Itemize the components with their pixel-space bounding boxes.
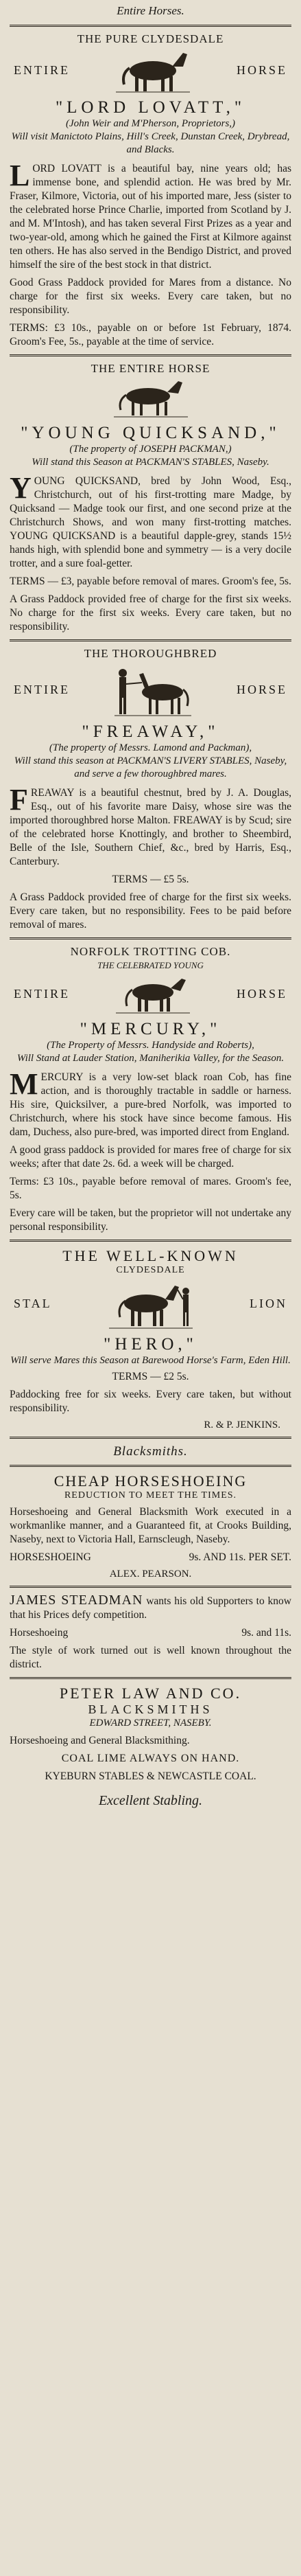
divider xyxy=(10,1586,291,1588)
terms-line: TERMS — £2 5s. xyxy=(112,1371,189,1382)
ad-body xyxy=(10,1505,291,1564)
owners: (The Property of Messrs. Handyside and Roberts), xyxy=(47,1040,254,1051)
banner-left-word: ENTIRE xyxy=(14,682,70,696)
terms-line: TERMS — £5 5s. xyxy=(112,874,189,885)
clydesdale-horse-icon xyxy=(112,46,194,94)
owners: (John Weir and M'Pherson, Proprietors,) xyxy=(65,118,236,129)
ad-lord-lovatt xyxy=(10,32,291,349)
column-title: Entire Horses. xyxy=(117,4,184,17)
body-paragraph: wants his old Supporters to know that his Prices defy competition. xyxy=(10,1595,291,1621)
stand-line: Will serve Mares this Season at Barewood Horse's Farm, Eden Hill. xyxy=(10,1355,291,1366)
divider xyxy=(10,1677,291,1679)
body-paragraph: Horseshoeing and General Blacksmith Work executed in a workmanlike manner, and a Guaranteed fit, at Crooks Building, Naseby, next to Victoria Hall, Earnscleugh, Naseby. xyxy=(10,1506,291,1545)
ad-young-quicksand xyxy=(10,362,291,634)
price-label: Horseshoeing xyxy=(10,1627,69,1639)
address-line: EDWARD STREET, NASEBY. xyxy=(89,1718,212,1729)
horse-name: "MERCURY," xyxy=(80,1020,221,1038)
drop-cap: L xyxy=(10,159,30,192)
ad-sub-kicker: THE CELEBRATED YOUNG xyxy=(97,960,204,970)
body-paragraph: TERMS: £3 10s., payable on or before 1st February, 1874. Groom's Fee, 5s., payable at the time of service. xyxy=(10,322,291,347)
ad-kicker: THE ENTIRE HORSE xyxy=(91,362,210,375)
ad-horse-banner xyxy=(10,46,291,94)
ad-mercury xyxy=(10,945,291,1234)
body-paragraph: Every care will be taken, but the proprietor will not undertake any personal responsibility. xyxy=(10,1207,291,1233)
thoroughbred-horse-with-groom-icon xyxy=(112,661,194,718)
divider xyxy=(10,25,291,27)
horse-name: "YOUNG QUICKSAND," xyxy=(21,424,280,442)
price-value: 9s. and 11s. xyxy=(241,1627,291,1639)
advertiser-name: JAMES STEADMAN xyxy=(10,1593,143,1608)
body-paragraph: REAWAY is a beautiful chestnut, bred by J. A. Douglas, Esq., out of his favorite mare Daisy, whose sire was the imported thoroughbred horse Malton. FREAWAY is by Scud; sire of the celebrated horse Knottingly, and brother to Sheembird, Belle of the Isle, Southern Chief, &c., bred by Harris, Esq., Canterbury. xyxy=(10,787,291,867)
cob-horse-icon xyxy=(112,972,194,1016)
banner-right-word: HORSE xyxy=(236,682,287,696)
horse-name: "FREAWAY," xyxy=(82,722,219,741)
body-paragraph: A Grass Paddock provided free of charge for the first six weeks. Every care taken, but no responsibility. Fees to be paid before removal of mares. xyxy=(10,891,291,931)
footer-line: KYEBURN STABLES & NEWCASTLE COAL. xyxy=(45,1770,256,1782)
body-paragraph: TERMS — £3, payable before removal of mares. Groom's fee, 5s. xyxy=(10,575,291,587)
horse-name: "LORD LOVATT," xyxy=(55,98,246,117)
body-paragraph: The style of work turned out is well known throughout the district. xyxy=(10,1645,291,1670)
signature: R. & P. JENKINS. xyxy=(204,1420,280,1431)
ad-subheadline: REDUCTION TO MEET THE TIMES. xyxy=(64,1490,237,1501)
body-paragraph: Terms: £3 10s., payable before removal of mares. Groom's fee, 5s. xyxy=(10,1176,291,1201)
divider xyxy=(10,1465,291,1467)
ad-kicker: THE PURE CLYDESDALE xyxy=(77,32,224,45)
body-paragraph: Horseshoeing and General Blacksmithing. xyxy=(10,1735,190,1746)
ad-body xyxy=(10,1734,291,1783)
section-title: Blacksmiths. xyxy=(113,1444,188,1459)
ad-body xyxy=(10,471,291,634)
price-label: HORSESHOEING xyxy=(10,1551,91,1563)
ad-body xyxy=(10,159,291,349)
body-paragraph: A good grass paddock is provided for mares free of charge for six weeks; after that date 2s. 6d. a week will be charged. xyxy=(10,1144,291,1170)
banner-right-word: HORSE xyxy=(236,62,287,77)
advertiser-name: PETER LAW AND CO. xyxy=(59,1685,242,1702)
stand-line: Will Stand at Lauder Station, Maniherikia Valley, for the Season. xyxy=(16,1053,285,1064)
owners: (The property of JOSEPH PACKMAN,) xyxy=(69,444,232,455)
ad-hero xyxy=(10,1247,291,1431)
stand-line: Will stand this Season at PACKMAN'S STABLES, Naseby. xyxy=(32,457,269,468)
stallion-with-handler-icon xyxy=(106,1276,195,1331)
divider xyxy=(10,354,291,356)
horse-name: "HERO," xyxy=(104,1335,197,1354)
ad-steadman xyxy=(10,1593,291,1672)
banner-right-word: LION xyxy=(250,1296,287,1310)
drop-cap: F xyxy=(10,783,28,817)
ad-peter-law xyxy=(10,1685,291,1809)
signature: ALEX. PEARSON. xyxy=(109,1569,192,1580)
trotting-horse-icon xyxy=(110,376,192,420)
ad-horse-banner xyxy=(10,972,291,1016)
price-line xyxy=(10,1551,291,1564)
divider xyxy=(10,639,291,641)
ad-body xyxy=(10,1067,291,1234)
body-paragraph: ORD LOVATT is a beautiful bay, nine years old; has immense bone, and splendid action. He was bred by Mr. Fraser, Kilmore, Victoria, out of his imported mare, Jess (sister to the celebrated horse Prince Charlie, imported from Scotland by J. and M. M'Intosh), and has taken several First Prizes as a year and two-year-old, among which he gained the First at Kilmore against ten others. He has also served in the Bendigo District, and proved himself the sire of the best stock in that district. xyxy=(10,163,291,271)
ad-horse-banner xyxy=(10,661,291,718)
ad-freaway xyxy=(10,647,291,932)
divider xyxy=(10,1437,291,1439)
ad-kicker: THE THOROUGHBRED xyxy=(84,647,217,660)
stabling-line: Excellent Stabling. xyxy=(98,1793,203,1808)
visit-line: Will visit Manictoto Plains, Hill's Creek, Dunstan Creek, Drybread, and Blacks. xyxy=(11,131,290,155)
banner-left-word: STAL xyxy=(14,1296,52,1310)
ad-horse-banner xyxy=(10,1276,291,1331)
body-paragraph: A Grass Paddock provided free of charge for the first six weeks. No charge for the first six weeks. Every care taken, but no responsibility. xyxy=(10,593,291,632)
body-paragraph: Paddocking free for six weeks. Every care taken, but without responsibility. xyxy=(10,1389,291,1414)
banner-right-word: HORSE xyxy=(236,986,287,1001)
body-paragraph: OUNG QUICKSAND, bred by John Wood, Esq., Christchurch, out of his first-trotting mare Madge, by Quicksand — Madge took our first, and one second prize at the Christchurch Shows, and won many first-trotting matches. YOUNG QUICKSAND is a beautiful dapple-grey, stands 15½ hands high, with splendid bone and symmetry — is a very docile trotter, and a sure foal-getter. xyxy=(10,475,291,569)
ad-headline: CHEAP HORSESHOEING xyxy=(53,1472,248,1490)
breed-line: CLYDESDALE xyxy=(116,1265,185,1275)
owners: (The property of Messrs. Lamond and Packman), xyxy=(49,742,252,753)
divider xyxy=(10,937,291,939)
drop-cap: M xyxy=(10,1067,38,1101)
ad-kicker: NORFOLK TROTTING COB. xyxy=(70,945,231,958)
drop-cap: Y xyxy=(10,471,32,505)
trade-line: BLACKSMITHS xyxy=(88,1702,213,1716)
price-line xyxy=(10,1626,291,1640)
body-paragraph: Good Grass Paddock provided for Mares from a distance. No charge for the first six weeks. Every care taken, but no responsibility. xyxy=(10,277,291,316)
ad-body xyxy=(10,1370,291,1415)
ad-body xyxy=(10,1593,291,1672)
stand-line: Will stand this season at PACKMAN'S LIVERY STABLES, Naseby, and serve a few thoroughbred mares. xyxy=(14,755,287,779)
price-value: 9s. AND 11s. PER SET. xyxy=(189,1551,291,1563)
ad-body xyxy=(10,783,291,932)
ad-kicker: THE WELL-KNOWN xyxy=(62,1247,239,1264)
banner-left-word: ENTIRE xyxy=(14,986,70,1001)
banner-left-word: ENTIRE xyxy=(14,62,70,77)
coal-line: COAL LIME ALWAYS ON HAND. xyxy=(61,1753,240,1764)
divider xyxy=(10,1240,291,1242)
ad-pearson-horseshoeing xyxy=(10,1472,291,1580)
body-paragraph: ERCURY is a very low-set black roan Cob, has fine action, and is thoroughly tractable in saddle or harness. His sire, Quicksilver, a pure-bred Norfolk, was imported to Christchurch, where his stock have since become famous. His dam, Duchess, also pure-bred, was imported direct from England. xyxy=(10,1071,291,1138)
